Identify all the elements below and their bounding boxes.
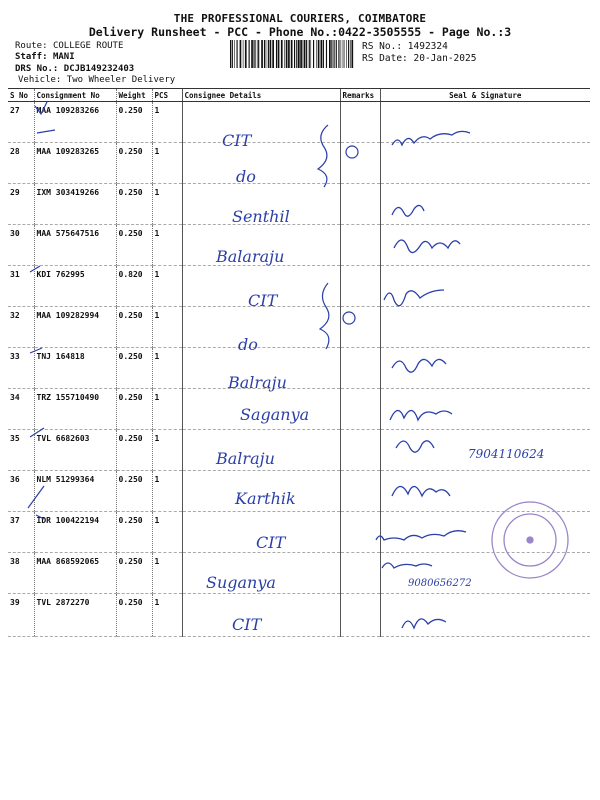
cell-consignee: [182, 225, 340, 266]
barcode-bar: [276, 40, 277, 68]
cell-consignee: [182, 389, 340, 430]
cell-consignee: [182, 184, 340, 225]
rs-no-value: 1492324: [407, 41, 448, 52]
cell-seal: [380, 266, 590, 307]
vehicle-value: Two Wheeler Delivery: [66, 75, 176, 85]
staff-line: [15, 52, 75, 62]
cell-remarks: [340, 471, 380, 512]
cell-consignment: NLM 51299364: [34, 471, 116, 512]
cell-remarks: [340, 307, 380, 348]
barcode-bar: [343, 40, 344, 68]
cell-weight: 0.250: [116, 102, 152, 143]
cell-weight: 0.250: [116, 430, 152, 471]
note-9: Balraju: [216, 449, 275, 468]
cell-weight: 0.250: [116, 553, 152, 594]
note-7: Balraju: [228, 373, 287, 392]
barcode-bar: [261, 40, 263, 68]
cell-weight: 0.250: [116, 389, 152, 430]
col-consignee: Consignee Details: [182, 89, 340, 102]
cell-weight: 0.250: [116, 143, 152, 184]
barcode-bar: [240, 40, 242, 68]
note-11: CIT: [256, 533, 286, 552]
cell-seal: [380, 553, 590, 594]
barcode-bar: [298, 40, 300, 68]
barcode-bar: [264, 40, 265, 68]
cell-consignment: IDR 100422194: [34, 512, 116, 553]
rs-no-line: [362, 41, 448, 52]
table-row: [8, 225, 590, 266]
barcode-bar: [296, 40, 297, 68]
col-sno: S No: [8, 89, 34, 102]
cell-consignment: MAA 109282994: [34, 307, 116, 348]
cell-sno: 32: [8, 307, 34, 348]
vehicle-line: [18, 75, 175, 85]
cell-seal: [380, 471, 590, 512]
table-row: [8, 348, 590, 389]
route-line: [15, 41, 123, 51]
cell-pcs: 1: [152, 594, 182, 637]
note-1: CIT: [222, 131, 252, 150]
cell-pcs: 1: [152, 266, 182, 307]
cell-remarks: [340, 348, 380, 389]
cell-consignee: [182, 266, 340, 307]
barcode-bar: [350, 40, 351, 68]
barcode-bar: [257, 40, 258, 68]
barcode-bar: [304, 40, 306, 68]
cell-consignee: [182, 143, 340, 184]
cell-seal: [380, 143, 590, 184]
cell-consignee: [182, 553, 340, 594]
cell-pcs: 1: [152, 184, 182, 225]
cell-consignment: KDI 762995: [34, 266, 116, 307]
cell-remarks: [340, 430, 380, 471]
cell-consignment: TRZ 155710490: [34, 389, 116, 430]
cell-remarks: [340, 389, 380, 430]
barcode-bar: [268, 40, 269, 68]
barcode-bar: [326, 40, 327, 68]
note-8: Saganya: [240, 405, 310, 424]
cell-pcs: 1: [152, 348, 182, 389]
barcode-bar: [288, 40, 290, 68]
cell-weight: 0.250: [116, 471, 152, 512]
barcode-bar: [232, 40, 233, 68]
barcode-bar: [336, 40, 337, 68]
table-row: [8, 430, 590, 471]
cell-consignment: TVL 6682603: [34, 430, 116, 471]
col-pcs: PCS: [152, 89, 182, 102]
barcode-bar: [237, 40, 238, 68]
cell-pcs: 1: [152, 307, 182, 348]
staff-label: Staff:: [15, 52, 48, 62]
note-5: CIT: [248, 291, 278, 310]
cell-consignee: [182, 594, 340, 637]
barcode-bar: [234, 40, 235, 68]
barcode-bar: [321, 40, 323, 68]
table-header-row: [8, 89, 590, 102]
rs-no-label: RS No.:: [362, 41, 403, 52]
rs-date-label: RS Date:: [362, 53, 408, 64]
cell-weight: 0.250: [116, 512, 152, 553]
drs-line: [15, 64, 134, 74]
barcode-bar: [251, 40, 253, 68]
phone-note-2: 9080656272: [408, 578, 472, 589]
col-remarks: Remarks: [340, 89, 380, 102]
note-4: Balaraju: [216, 247, 285, 266]
route-label: Route:: [15, 41, 48, 51]
rs-date-line: [362, 53, 476, 64]
cell-consignment: TVL 2872270: [34, 594, 116, 637]
barcode-bar: [258, 40, 259, 68]
cell-remarks: [340, 143, 380, 184]
cell-sno: 29: [8, 184, 34, 225]
cell-consignment: IXM 303419266: [34, 184, 116, 225]
cell-sno: 28: [8, 143, 34, 184]
table-row: [8, 102, 590, 143]
cell-consignee: [182, 471, 340, 512]
cell-sno: 35: [8, 430, 34, 471]
phone-note-1: 7904110624: [468, 447, 545, 461]
cell-pcs: 1: [152, 389, 182, 430]
cell-sno: 36: [8, 471, 34, 512]
barcode-bar: [313, 40, 314, 68]
cell-pcs: 1: [152, 143, 182, 184]
cell-consignment: MAA 868592065: [34, 553, 116, 594]
barcode-bar: [310, 40, 311, 68]
cell-weight: 0.250: [116, 225, 152, 266]
cell-remarks: [340, 594, 380, 637]
cell-consignment: MAA 575647516: [34, 225, 116, 266]
barcode-bar: [303, 40, 304, 68]
barcode-bar: [346, 40, 347, 68]
barcode-bar: [286, 40, 288, 68]
barcode: [230, 40, 355, 68]
note-6: do: [238, 335, 258, 354]
barcode-bar: [316, 40, 317, 68]
rs-date-value: 20-Jan-2025: [413, 53, 477, 64]
barcode-bar: [334, 40, 335, 68]
cell-pcs: 1: [152, 225, 182, 266]
table-row: [8, 143, 590, 184]
runsheet-table: [8, 88, 590, 637]
cell-consignee: [182, 348, 340, 389]
barcode-bar: [255, 40, 256, 68]
barcode-bar: [230, 40, 231, 68]
cell-seal: [380, 225, 590, 266]
cell-weight: 0.250: [116, 594, 152, 637]
col-weight: Weight: [116, 89, 152, 102]
cell-remarks: [340, 512, 380, 553]
cell-sno: 37: [8, 512, 34, 553]
note-13: CIT: [232, 615, 262, 634]
cell-seal: [380, 430, 590, 471]
barcode-bar: [284, 40, 285, 68]
drs-value: DCJB149232403: [63, 64, 135, 74]
table-row: [8, 553, 590, 594]
note-2: do: [236, 167, 256, 186]
staff-value: MANI: [52, 52, 75, 62]
cell-pcs: 1: [152, 430, 182, 471]
table-row: [8, 594, 590, 637]
barcode-bar: [331, 40, 332, 68]
cell-seal: [380, 102, 590, 143]
barcode-bar: [266, 40, 267, 68]
cell-consignee: [182, 430, 340, 471]
col-seal: Seal & Signature: [380, 89, 590, 102]
barcode-bar: [270, 40, 272, 68]
barcode-bar: [344, 40, 345, 68]
barcode-bar: [272, 40, 274, 68]
cell-pcs: 1: [152, 471, 182, 512]
cell-pcs: 1: [152, 512, 182, 553]
barcode-bar: [300, 40, 302, 68]
cell-weight: 0.820: [116, 266, 152, 307]
barcode-bar: [329, 40, 331, 68]
barcode-bar: [249, 40, 250, 68]
company-name: THE PROFESSIONAL COURIERS, COIMBATORE: [173, 12, 427, 25]
cell-sno: 33: [8, 348, 34, 389]
barcode-bar: [341, 40, 342, 68]
runsheet-title: Delivery Runsheet - PCC - Phone No.:0422-3505555 - Page No.:3: [88, 25, 512, 39]
cell-consignee: [182, 512, 340, 553]
cell-remarks: [340, 102, 380, 143]
barcode-bar: [243, 40, 244, 68]
barcode-bar: [323, 40, 324, 68]
cell-remarks: [340, 184, 380, 225]
cell-sno: 30: [8, 225, 34, 266]
cell-pcs: 1: [152, 553, 182, 594]
barcode-bar: [338, 40, 339, 68]
table-row: [8, 471, 590, 512]
cell-remarks: [340, 553, 380, 594]
barcode-bar: [245, 40, 247, 68]
cell-pcs: 1: [152, 102, 182, 143]
barcode-bar: [318, 40, 320, 68]
cell-sno: 31: [8, 266, 34, 307]
cell-sno: 34: [8, 389, 34, 430]
cell-remarks: [340, 225, 380, 266]
cell-sno: 27: [8, 102, 34, 143]
barcode-bar: [278, 40, 280, 68]
cell-consignee: [182, 102, 340, 143]
barcode-bar: [348, 40, 349, 68]
table-row: [8, 184, 590, 225]
cell-sno: 38: [8, 553, 34, 594]
cell-consignment: TNJ 164818: [34, 348, 116, 389]
cell-consignee: [182, 307, 340, 348]
table-row: [8, 389, 590, 430]
cell-seal: [380, 512, 590, 553]
table-row: [8, 307, 590, 348]
barcode-bar: [351, 40, 353, 68]
cell-sno: 39: [8, 594, 34, 637]
barcode-bar: [306, 40, 307, 68]
barcode-bar: [254, 40, 255, 68]
cell-consignment: MAA 109283265: [34, 143, 116, 184]
cell-weight: 0.250: [116, 348, 152, 389]
barcode-bar: [281, 40, 283, 68]
drs-label: DRS No.:: [15, 64, 59, 74]
barcode-bar: [294, 40, 295, 68]
col-consignment: Consignment No: [34, 89, 116, 102]
cell-remarks: [340, 266, 380, 307]
barcode-bar: [309, 40, 310, 68]
note-10: Karthik: [235, 489, 296, 508]
cell-weight: 0.250: [116, 307, 152, 348]
note-12: Suganya: [206, 573, 276, 592]
table-row: [8, 266, 590, 307]
vehicle-label: Vehicle:: [18, 75, 62, 85]
cell-weight: 0.250: [116, 184, 152, 225]
cell-consignment: MAA 109283266: [34, 102, 116, 143]
barcode-bar: [291, 40, 293, 68]
cell-seal: [380, 594, 590, 637]
note-3: Senthil: [232, 207, 290, 226]
table-row: [8, 512, 590, 553]
route-value: COLLEGE ROUTE: [52, 41, 124, 51]
cell-seal: [380, 307, 590, 348]
cell-seal: [380, 348, 590, 389]
cell-seal: [380, 389, 590, 430]
cell-seal: [380, 184, 590, 225]
